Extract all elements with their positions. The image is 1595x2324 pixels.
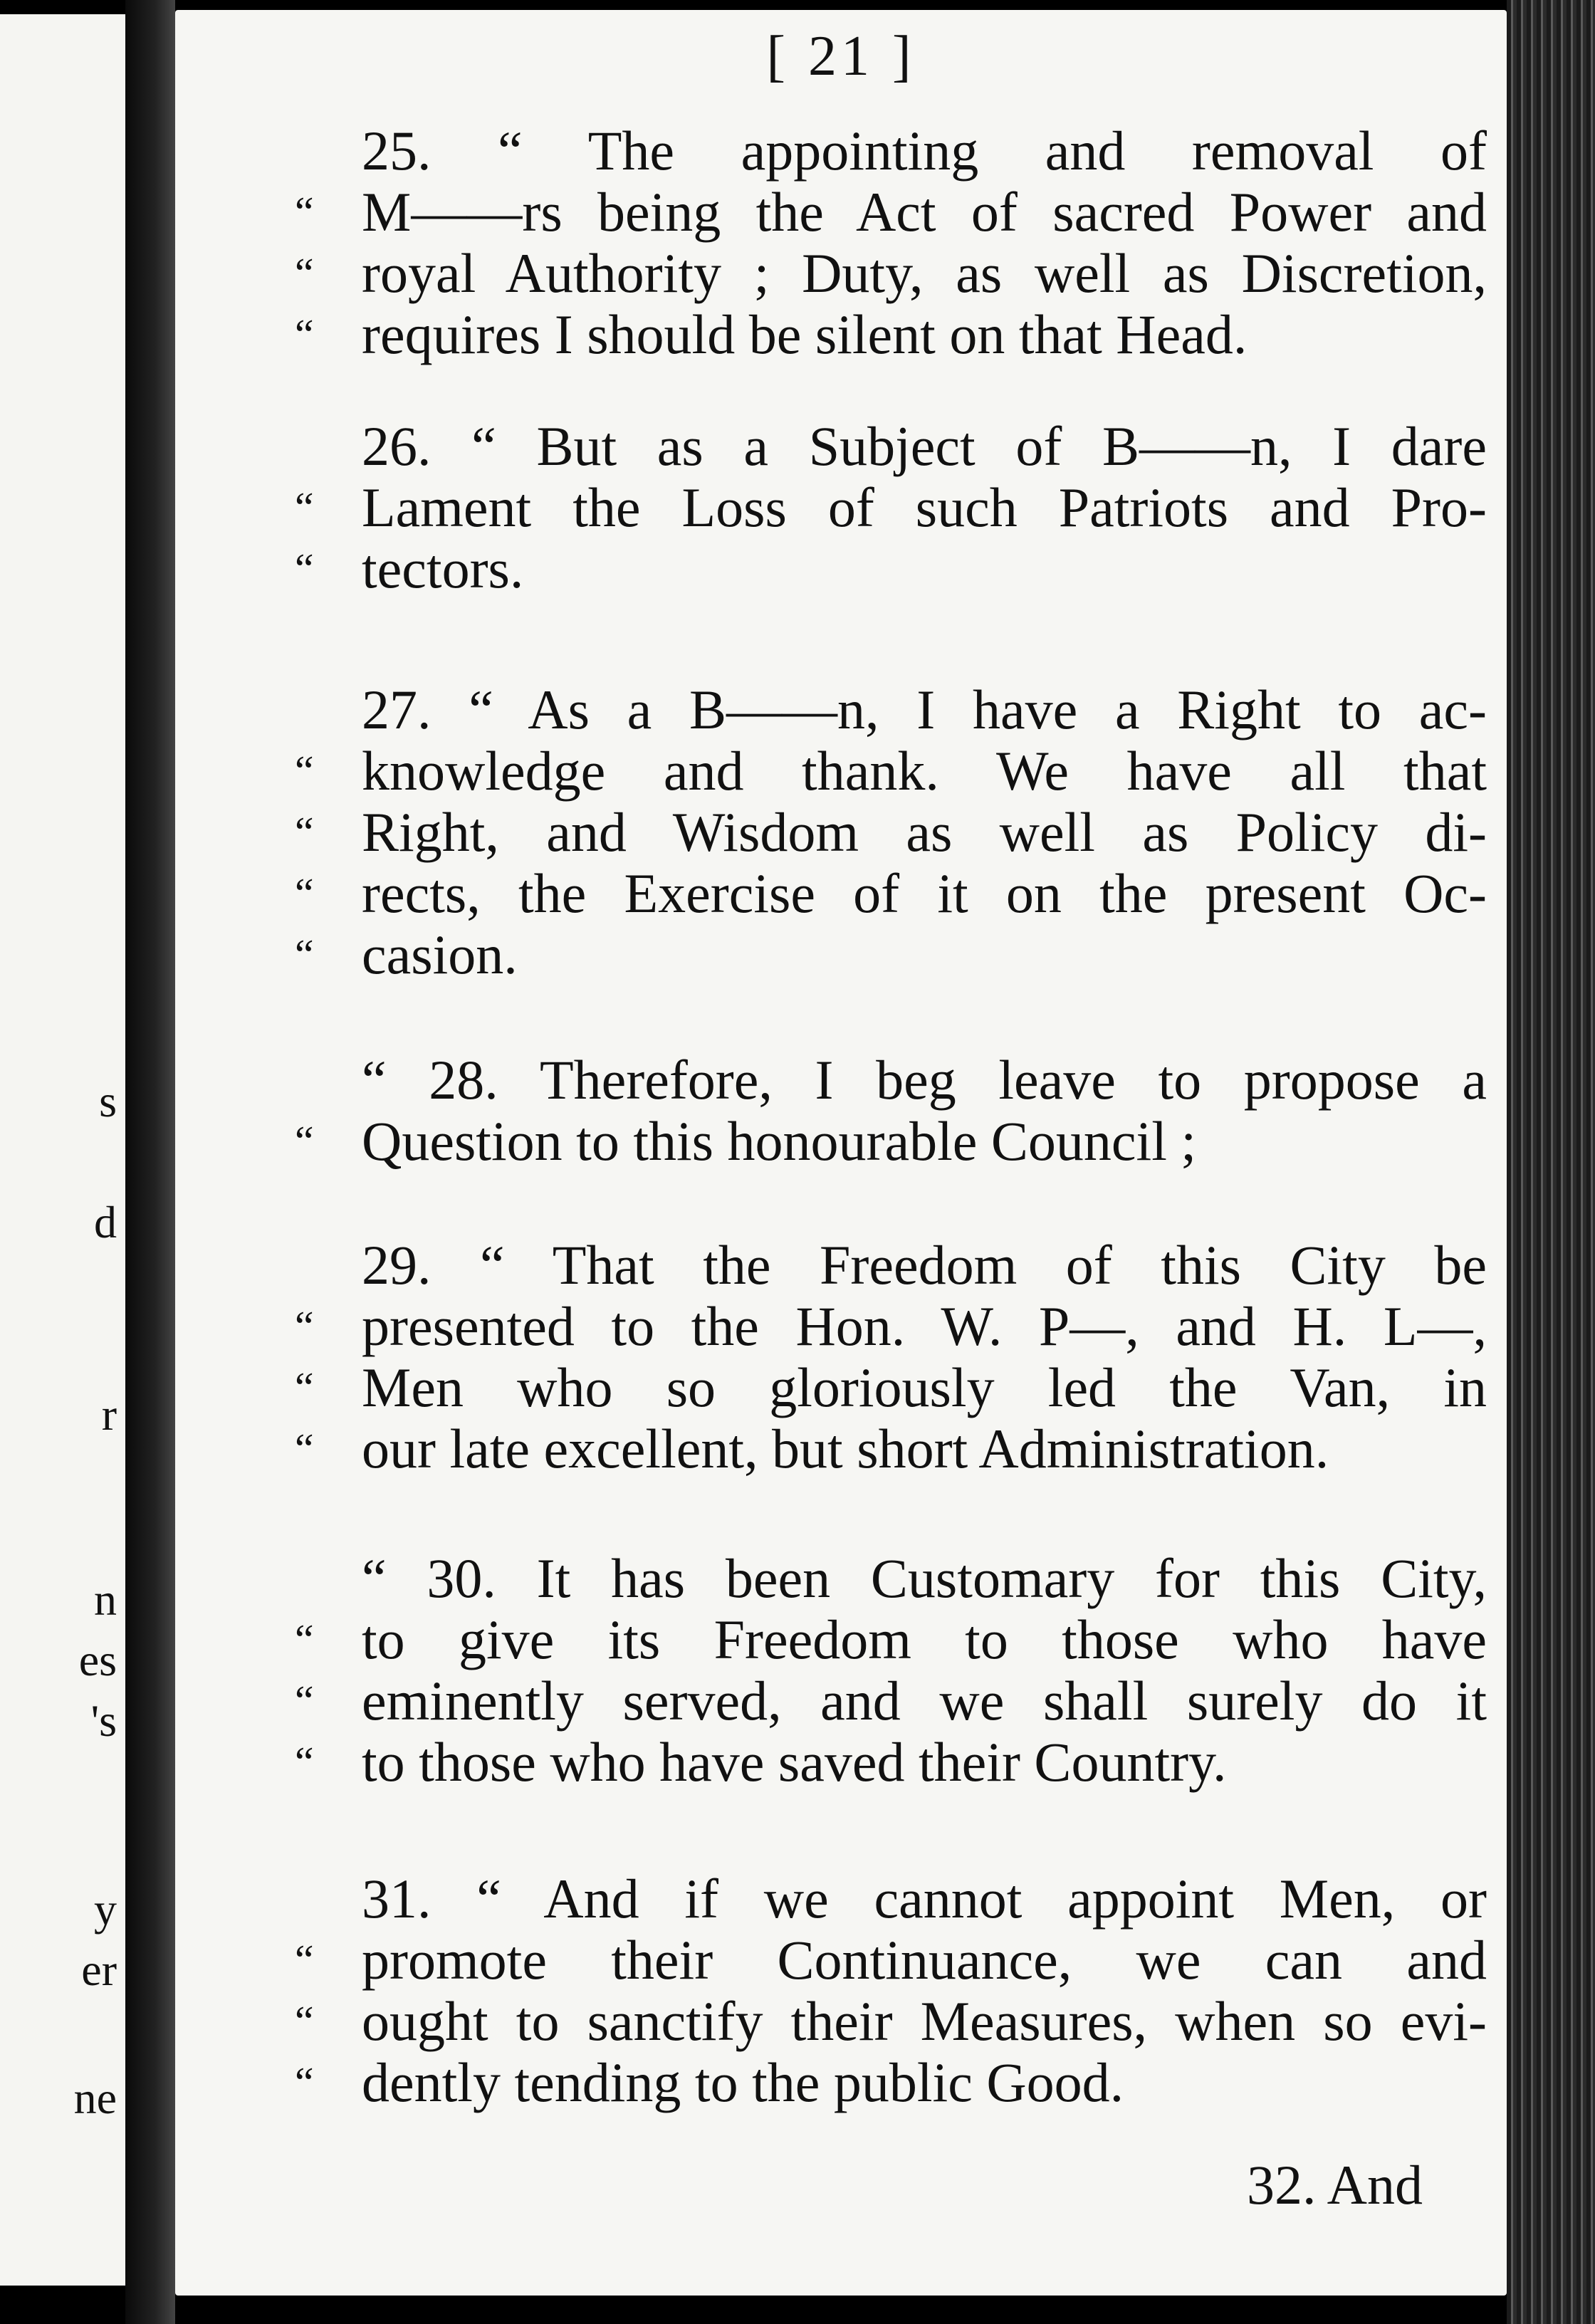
- line-quote-mark: “: [295, 484, 314, 531]
- text-line: 27. “ As a B——n, I have a Right to ac-: [362, 679, 1487, 740]
- line-quote-mark: [295, 120, 338, 182]
- text-line: rects, the Exercise of it on the present Oc-: [362, 862, 1487, 924]
- line-quote-mark: [295, 416, 338, 477]
- text-line: dently tending to the public Good.: [362, 2051, 1124, 2113]
- line-quote-mark: “: [295, 870, 314, 917]
- line-quote-mark: [295, 1050, 338, 1111]
- facing-page: [0, 14, 125, 2286]
- text-line: 29. “ That the Freedom of this City be: [362, 1234, 1487, 1296]
- text-line: requires I should be silent on that Head.: [362, 303, 1248, 365]
- facing-page-glyph: s: [99, 1076, 117, 1126]
- line-quote-mark: [295, 679, 338, 740]
- line-quote-mark: “: [295, 545, 314, 592]
- line-quote-mark: “: [295, 1425, 314, 1472]
- text-line: royal Authority ; Duty, as well as Discretion,: [362, 242, 1487, 304]
- line-quote-mark: “: [295, 189, 314, 236]
- facing-page-glyph: y: [94, 1884, 117, 1935]
- catchword: 32. And: [1246, 2154, 1423, 2216]
- line-quote-mark: “: [295, 2059, 314, 2106]
- line-quote-mark: [295, 1548, 338, 1609]
- text-line: Lament the Loss of such Patriots and Pro-: [362, 476, 1487, 538]
- line-quote-mark: “: [295, 1616, 314, 1663]
- line-quote-mark: “: [295, 1677, 314, 1724]
- line-quote-mark: “: [295, 1118, 314, 1165]
- line-quote-mark: “: [295, 1364, 314, 1411]
- text-line: presented to the Hon. W. P—, and H. L—,: [362, 1295, 1487, 1357]
- text-line: “ 30. It has been Customary for this City,: [362, 1547, 1487, 1609]
- text-line: promote their Continuance, we can and: [362, 1929, 1487, 1991]
- page-edges: [1507, 0, 1595, 2324]
- text-line: 26. “ But as a Subject of B——n, I dare: [362, 415, 1487, 477]
- line-quote-mark: “: [295, 1998, 314, 2045]
- line-quote-mark: “: [295, 809, 314, 856]
- facing-page-glyph: n: [94, 1574, 117, 1625]
- line-quote-mark: “: [295, 250, 314, 297]
- text-line: 25. “ The appointing and removal of: [362, 120, 1487, 182]
- text-line: to those who have saved their Country.: [362, 1731, 1227, 1793]
- facing-page-glyph: r: [101, 1389, 117, 1440]
- book-page: [175, 10, 1507, 2296]
- line-quote-mark: “: [295, 931, 314, 978]
- line-quote-mark: [295, 1235, 338, 1296]
- text-line: 31. “ And if we cannot appoint Men, or: [362, 1868, 1487, 1930]
- text-line: Right, and Wisdom as well as Policy di-: [362, 801, 1487, 863]
- line-quote-mark: [295, 1868, 338, 1930]
- facing-page-glyph: es: [78, 1635, 117, 1685]
- text-line: “ 28. Therefore, I beg leave to propose a: [362, 1049, 1487, 1111]
- line-quote-mark: “: [295, 1739, 314, 1786]
- line-quote-mark: “: [295, 1937, 314, 1984]
- facing-page-glyph: ne: [73, 2073, 117, 2123]
- line-quote-mark: “: [295, 311, 314, 358]
- text-line: Question to this honourable Council ;: [362, 1110, 1197, 1172]
- line-quote-mark: “: [295, 748, 314, 795]
- book-gutter: [125, 0, 175, 2324]
- facing-page-glyph: er: [81, 1944, 117, 1995]
- text-line: our late excellent, but short Administration.: [362, 1418, 1329, 1480]
- line-quote-mark: “: [295, 1303, 314, 1350]
- page-number: [ 21 ]: [766, 25, 916, 88]
- text-line: to give its Freedom to those who have: [362, 1608, 1487, 1670]
- text-line: Men who so gloriously led the Van, in: [362, 1356, 1487, 1418]
- facing-page-glyph: 's: [90, 1695, 117, 1746]
- text-line: M——rs being the Act of sacred Power and: [362, 181, 1487, 243]
- facing-page-glyph: d: [94, 1197, 117, 1247]
- text-line: eminently served, and we shall surely do it: [362, 1670, 1487, 1732]
- text-line: ought to sanctify their Measures, when so evi-: [362, 1990, 1487, 2052]
- text-line: knowledge and thank. We have all that: [362, 740, 1487, 802]
- text-line: tectors.: [362, 538, 524, 600]
- text-line: casion.: [362, 923, 518, 985]
